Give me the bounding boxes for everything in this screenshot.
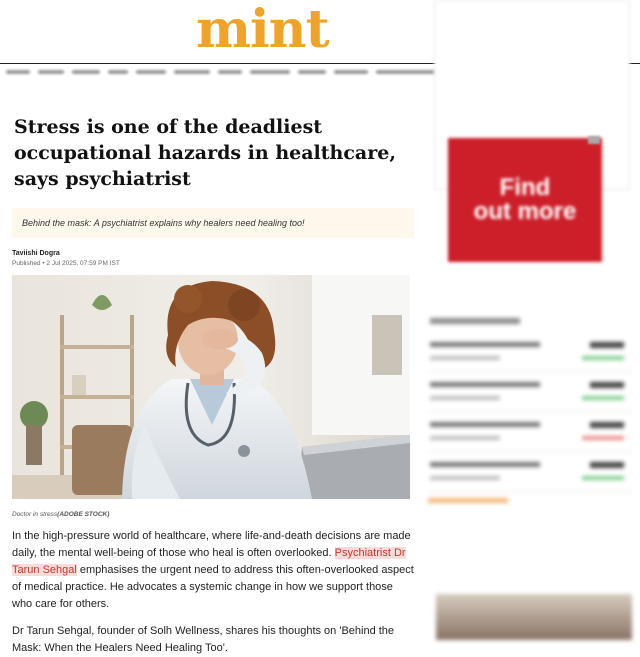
article [12,100,414,657]
mint-logo[interactable]: mint [196,0,329,60]
sidebar-thumbnail[interactable] [436,594,632,640]
highlighted-name-link[interactable]: Psychiatrist Dr Tarun Sehgal [12,547,406,576]
sidebar-widget [428,310,632,560]
article-paragraph-1 [12,528,414,613]
hero-image [12,275,410,499]
doctor-stress-illustration [12,275,410,499]
widget-row[interactable] [428,338,632,372]
widget-row[interactable] [428,458,632,492]
widget-more-link[interactable] [428,498,508,503]
caption-credit: (ADOBE STOCK) [57,511,110,518]
ad-choices-icon[interactable] [588,136,600,144]
article-paragraph-2: Dr Tarun Sehgal, founder of Solh Wellness, shares his thoughts on 'Behind the Mask: When the Healers Need Healing Too'. [12,625,395,654]
article-headline: Stress is one of the deadliest occupational hazards in healthcare, says psychiatrist [14,116,396,190]
widget-title [430,318,520,324]
para1-end: emphasises the urgent need to address this often-overlooked aspect of medical practice. He advocates a systemic change in how we support those who care for others. [12,564,414,610]
published-timestamp: Published • 2 Jul 2025, 07:59 PM IST [12,260,120,267]
author-name[interactable]: Taviishi Dogra [12,250,60,257]
caption-text: Doctor in stress [12,511,58,518]
widget-row[interactable] [428,418,632,452]
article-summary: Behind the mask: A psychiatrist explains why healers need healing too! [12,208,414,238]
ad-line-2: out more [473,198,577,225]
widget-row[interactable] [428,378,632,412]
ad-line-1: Find [499,174,551,201]
image-caption [12,511,414,518]
advertisement-banner[interactable] [448,138,602,262]
para1-start: In the high-pressure world of healthcare, where life-and-death decisions are made daily, the mental well-being of those who heal is often overlooked. [12,530,411,559]
